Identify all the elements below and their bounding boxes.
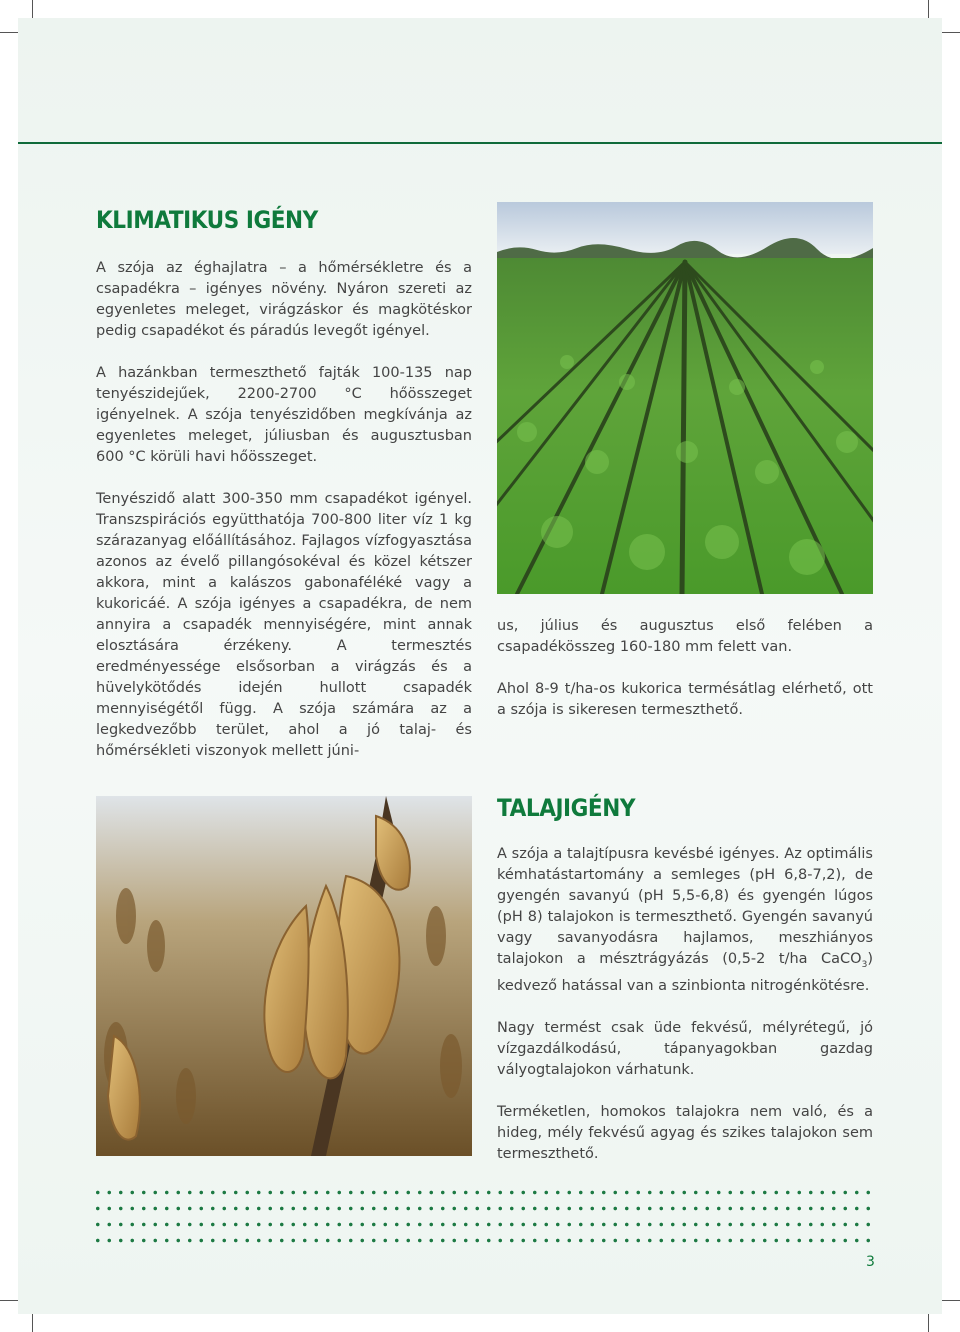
soil-heading: TALAJIGÉNY — [497, 794, 636, 822]
crop-mark — [928, 0, 929, 18]
soil-column — [497, 844, 873, 1165]
crop-mark — [32, 0, 33, 18]
chemical-subscript: 3 — [861, 959, 868, 970]
climate-paragraph: A hazánkban termeszthető fajták 100-135 nap tenyészidejűek, 2200-2700 °C hőösszeget igényelnek. A szója tenyészidőben megkívánja az egyenletes meleget, júliusban és augusztusban 600 °C körüli havi hőösszeget. — [96, 365, 472, 465]
climate-column-left — [96, 258, 472, 762]
soil-paragraph: Nagy termést csak üde fekvésű, mélyrétegű, jó vízgazdálkodású, tápanyagokban gazdag vályogtalajokon várhatunk. — [497, 1019, 873, 1078]
crop-mark — [0, 32, 18, 33]
crop-mark — [0, 1300, 18, 1301]
climate-paragraph: Tenyészidő alatt 300-350 mm csapadékot igényel. Transzspirációs együtthatója 700-800 liter víz 1 kg szárazanyag előállításához. Fajlagos vízfogyasztása azonos az évelő pillangósokéval és közel kétszer akkora, mint a kalászos gabonaféléké vagy a kukoricáé. A szója igényes a csapadékra, de nem annyira a csapadék mennyiségére, mint annak elosztására érzékeny. A termesztés eredményessége elsősorban a virágzás és a hüvelykötődés idején hullott csapadék mennyiségétől függ. A szója számára az a legkedvezőbb terület, ahol a jó talaj- és hőmérsékleti viszonyok mellett júni- — [96, 491, 472, 759]
soybean-field-photo — [497, 202, 873, 594]
soybean-pods-photo — [96, 796, 472, 1156]
soil-paragraph-text: A szója a talajtípusra kevésbé igényes. Az optimális kémhatástartomány a semleges (pH 6,8-7,2), de gyengén savanyú (pH 5,5-6,8) és gyengén lúgos (pH 8) talajokon is termeszthető. Gyengén savanyú vagy savanyodásra hajlamos, meszhiányos talajokon a mésztrágyázás (0,5-2 t/ha CaCO — [497, 846, 873, 967]
climate-column-right — [497, 616, 873, 721]
climate-paragraph: A szója az éghajlatra – a hőmérsékletre és a csapadékra – igényes növény. Nyáron szereti az egyenletes meleget, virágzáskor és magkötéskor pedig csapadékot és páradús levegőt igényel. — [96, 260, 472, 339]
soil-paragraph-text: ) kedvező hatással van a szinbionta nitrogénkötésre. — [497, 951, 873, 994]
climate-heading: KLIMATIKUS IGÉNY — [96, 206, 318, 234]
crop-mark — [32, 1314, 33, 1332]
decorative-dot-row — [92, 1238, 874, 1243]
soil-paragraph — [497, 844, 873, 997]
decorative-dot-row — [92, 1190, 874, 1195]
crop-mark — [942, 32, 960, 33]
climate-continuation-paragraph: Ahol 8-9 t/ha-os kukorica termésátlag elérhető, ott a szója is sikeresen termeszthető. — [497, 681, 873, 718]
page-number: 3 — [866, 1254, 875, 1270]
header-rule — [18, 142, 942, 144]
crop-mark — [928, 1314, 929, 1332]
soil-paragraph: Terméketlen, homokos talajokra nem való, és a hideg, mély fekvésű agyag és szikes talajokon sem termeszthető. — [497, 1103, 873, 1162]
climate-continuation-paragraph: us, július és augusztus első felében a csapadékösszeg 160-180 mm felett van. — [497, 618, 873, 655]
decorative-dot-row — [92, 1206, 874, 1211]
crop-mark — [942, 1300, 960, 1301]
decorative-dot-row — [92, 1222, 874, 1227]
